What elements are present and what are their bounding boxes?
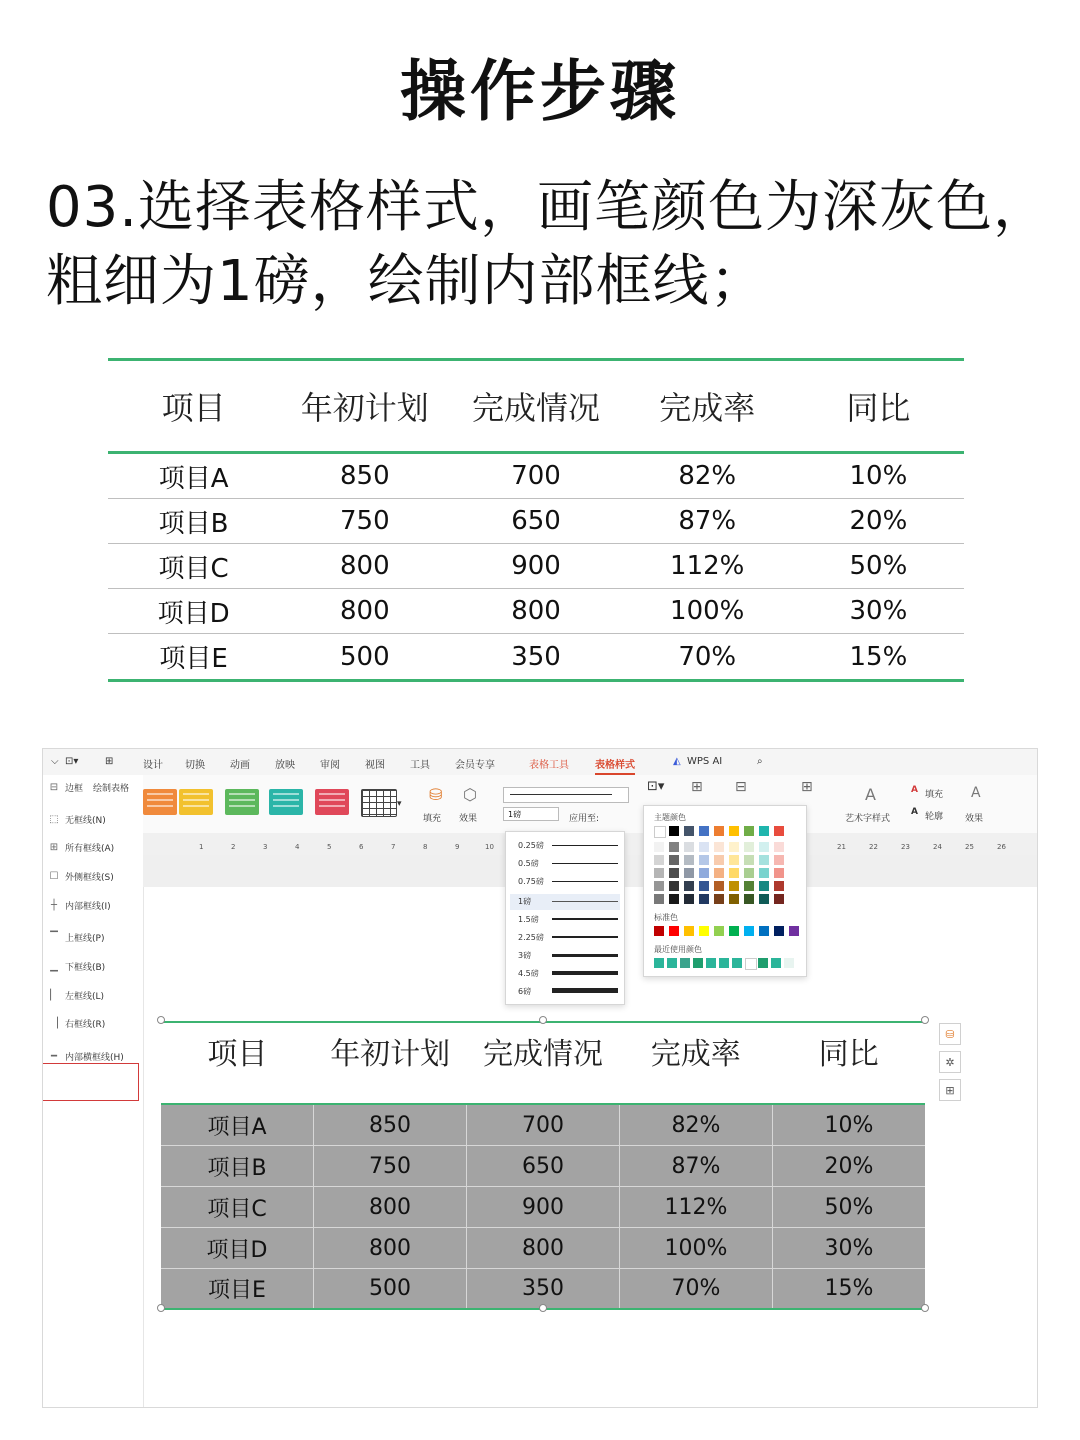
table-cell[interactable]: 800 [467,1228,620,1268]
left-border-icon: ▏ [50,990,58,1001]
table-cell: 100% [670,596,745,626]
recent-color-swatch[interactable] [719,958,729,968]
recent-color-swatch[interactable] [693,958,703,968]
table-style-teal[interactable] [269,789,303,815]
theme-color-swatch[interactable] [654,826,666,838]
standard-color-swatch[interactable] [729,926,739,936]
menu-right-border[interactable] [49,1017,105,1030]
table-cell: 项目C [158,553,229,584]
table-cell: 项目D [157,598,230,629]
weight-option-label[interactable]: 2.25磅 [518,933,544,942]
theme-tint-swatch[interactable] [669,855,679,865]
table-cell[interactable]: 112% [620,1187,773,1227]
theme-tint-swatch[interactable] [684,894,694,904]
weight-option-label[interactable]: 0.5磅 [518,859,539,868]
recent-color-swatch[interactable] [771,958,781,968]
resize-handle[interactable] [157,1016,165,1024]
theme-tint-swatch[interactable] [729,894,739,904]
color-palette-dropdown [643,805,807,977]
table-cell[interactable]: 500 [314,1269,467,1308]
ruler-tick: 8 [423,843,428,851]
menu-animation[interactable]: 动画 [230,760,250,771]
menu-left-border[interactable] [49,989,104,1002]
standard-color-swatch[interactable] [669,926,679,936]
table-cell[interactable]: 850 [314,1105,467,1145]
weight-line-sample [552,863,618,864]
menu-tools[interactable]: 工具 [410,760,430,771]
art-text-label[interactable]: 艺术字样式 [845,814,891,824]
step-instruction-line1: 03.选择表格样式，画笔颜色为深灰色， [46,175,1051,240]
table-props-icon[interactable]: ⊞ [801,779,813,795]
menu-item-label: 外侧框线(S) [65,873,114,883]
table-row [161,1187,925,1228]
theme-tint-swatch[interactable] [774,894,784,904]
menu-top-border[interactable] [49,931,104,944]
table-cell: 350 [511,641,561,672]
header-cell: 年初计划 [300,389,429,427]
table-cell: 850 [339,461,390,491]
document-table[interactable] [161,1021,925,1309]
outside-borders-icon: ☐ [49,871,59,882]
table-cell: 项目E [159,644,228,674]
theme-color-swatch[interactable] [669,826,679,836]
doc-table-header-row [161,1021,925,1103]
table-cell[interactable]: 750 [314,1146,467,1186]
resize-handle[interactable] [539,1304,547,1312]
table-style-green[interactable] [225,789,259,815]
table-cell: 87% [678,506,737,536]
theme-tint-swatch[interactable] [714,868,724,878]
table-cell: 项目A [158,463,229,494]
search-icon[interactable]: ⌕ [757,756,763,767]
menu-item-label: 内部框线(I) [65,902,111,912]
theme-color-swatch[interactable] [699,826,709,836]
tab-table-style[interactable]: 表格样式 [595,756,635,775]
weight-line-sample [552,971,618,975]
theme-tint-swatch[interactable] [684,881,694,891]
effect-cube-icon[interactable]: ⬡ [463,785,477,804]
table-row [108,454,964,499]
art-text-icon[interactable]: A [865,785,876,804]
ruler-tick: 22 [869,843,878,851]
line-weight-dropdown [505,831,625,1005]
wand-icon[interactable]: ✲ [939,1051,961,1073]
menu-review[interactable]: 审阅 [320,760,340,771]
theme-tint-swatch[interactable] [729,842,739,852]
highlight-frame [42,1063,139,1101]
table-cell[interactable]: 30% [824,1235,874,1261]
ruler-tick: 9 [455,843,460,851]
recent-color-swatch[interactable] [654,958,664,968]
table-cell: 500 [339,641,390,672]
page-title: 操作步骤 [400,53,680,130]
menu-all-borders[interactable] [49,841,114,854]
recent-color-swatch[interactable] [784,958,794,968]
theme-tint-swatch[interactable] [744,842,754,852]
dropdown-chevron-icon[interactable]: ⌵ [51,756,59,767]
recent-color-swatch[interactable] [745,958,757,970]
theme-tint-swatch[interactable] [669,881,679,891]
theme-tint-swatch[interactable] [714,842,724,852]
table-cell[interactable]: 87% [620,1146,773,1186]
ruler-tick: 4 [295,843,300,851]
standard-color-swatch[interactable] [744,926,754,936]
theme-tint-swatch[interactable] [669,868,679,878]
table-cell: 82% [678,461,737,491]
standard-color-swatch[interactable] [654,926,664,936]
table-cell: 800 [511,596,561,626]
standard-color-swatch[interactable] [789,926,799,936]
table-style-orange[interactable] [143,789,177,815]
table-cell: 30% [849,596,908,626]
weight-option-label[interactable]: 0.75磅 [518,877,544,886]
menu-item-label: 所有框线(A) [65,844,115,854]
menu-item-label: 左框线(L) [65,992,105,1002]
right-border-icon: ▕ [50,1018,58,1029]
table-cell[interactable]: 800 [314,1228,467,1268]
weight-option-label[interactable]: 1.5磅 [518,915,539,924]
menu-item-label: 无框线(N) [65,816,106,826]
outline-icon[interactable]: A [911,807,918,817]
theme-tint-swatch[interactable] [774,842,784,852]
fill-style-icon[interactable]: ⛁ [939,1023,961,1045]
resize-handle[interactable] [921,1016,929,1024]
ruler-tick: 25 [965,843,974,851]
menu-slideshow[interactable]: 放映 [275,760,295,771]
menu-item-label: 下框线(B) [65,963,106,973]
weight-option-label[interactable]: 6磅 [518,987,532,996]
menu-item-label: 右框线(R) [65,1020,106,1030]
table-bottom-rule [108,679,964,682]
table-row [161,1228,925,1269]
header-cell[interactable]: 完成率 [650,1037,741,1072]
theme-tint-swatch[interactable] [669,894,679,904]
header-cell: 完成率 [659,389,756,427]
menu-inside-horizontal[interactable] [49,1050,124,1063]
ruler-tick: 23 [901,843,910,851]
menu-no-border[interactable] [49,813,106,826]
ribbon-toolbar [143,775,1038,834]
theme-color-swatch[interactable] [684,826,694,836]
border-dropdown-menu [43,775,144,1408]
theme-tint-swatch[interactable] [759,881,769,891]
table-cell[interactable]: 50% [824,1194,874,1220]
theme-tint-swatch[interactable] [714,855,724,865]
weight-line-sample [552,936,618,938]
bottom-border-icon: ▁ [50,961,58,972]
table-cell[interactable]: 项目E [161,1269,314,1308]
theme-color-swatch[interactable] [759,826,769,836]
resize-handle[interactable] [539,1016,547,1024]
standard-color-swatch[interactable] [774,926,784,936]
table-cell: 20% [849,506,908,536]
border-icon: ⊟ [49,782,59,793]
table-cell: 900 [511,551,561,581]
ruler-tick: 10 [485,843,494,851]
draw-table-icon[interactable]: ⊞ [105,756,114,767]
ruler-tick: 24 [933,843,942,851]
border-button[interactable] [49,781,83,794]
standard-color-swatch[interactable] [759,926,769,936]
theme-color-swatch[interactable] [774,826,784,836]
table-cell[interactable]: 700 [467,1105,620,1145]
table-cell[interactable]: 350 [467,1269,620,1308]
ruler-tick: 21 [837,843,846,851]
theme-tint-swatch[interactable] [654,894,664,904]
header-cell: 同比 [846,389,911,427]
theme-tint-swatch[interactable] [669,842,679,852]
draw-table-label: 绘制表格 [93,784,130,794]
standard-color-swatch[interactable] [714,926,724,936]
example-table [108,358,964,682]
table-cell: 项目B [158,508,229,539]
table-cell[interactable]: 项目A [161,1105,314,1145]
theme-tint-swatch[interactable] [714,894,724,904]
effect-label[interactable]: 效果 [459,814,478,824]
table-cell: 10% [849,461,908,491]
theme-colors-label: 主题颜色 [654,813,686,822]
weight-option-label[interactable]: 4.5磅 [518,969,539,978]
standard-colors-label: 标准色 [654,913,678,922]
recent-color-swatch[interactable] [680,958,690,968]
more-styles-icon[interactable]: ▾ [397,799,402,809]
step-instruction-line2: 粗细为1磅，绘制内部框线； [46,249,767,314]
table-cell: 112% [670,551,745,581]
recent-colors-label: 最近使用颜色 [654,945,702,954]
no-border-icon: ⬚ [49,814,59,825]
table-cell[interactable]: 10% [824,1112,874,1138]
menu-inside-borders[interactable] [49,899,111,912]
weight-line-sample [552,901,618,902]
weight-line-sample [552,881,618,882]
table-cell[interactable]: 20% [824,1153,874,1179]
table-row [108,634,964,679]
weight-line-sample [552,954,618,957]
weight-line-sample [552,845,618,846]
weight-option-label[interactable]: 0.25磅 [518,841,544,850]
theme-tint-swatch[interactable] [774,868,784,878]
draw-table-ribbon-icon[interactable]: ⊞ [691,779,703,795]
menu-item-label: 上框线(P) [65,934,105,944]
resize-handle[interactable] [157,1304,165,1312]
header-cell[interactable]: 项目 [207,1037,268,1072]
header-cell[interactable]: 同比 [818,1037,879,1072]
theme-tint-swatch[interactable] [759,855,769,865]
table-cell[interactable]: 800 [314,1187,467,1227]
table-cell[interactable]: 900 [467,1187,620,1227]
theme-tint-swatch[interactable] [774,855,784,865]
table-row [161,1146,925,1187]
doc-table-body [161,1103,925,1310]
table-cell[interactable]: 70% [620,1269,773,1308]
text-effect-label[interactable]: 效果 [965,814,984,824]
outline-label[interactable]: 轮廓 [925,812,944,822]
recent-color-swatch[interactable] [667,958,677,968]
fill-label[interactable]: 填充 [423,814,442,824]
table-cell: 700 [511,461,561,491]
table-style-grid[interactable] [361,789,397,817]
menu-item-label: 内部横框线(H) [65,1053,124,1063]
standard-color-swatch[interactable] [699,926,709,936]
draw-table-button[interactable] [93,781,129,794]
wps-screenshot [42,748,1038,1408]
menu-wps-ai[interactable]: WPS AI [687,756,723,767]
inside-horizontal-icon: ━ [50,1051,58,1062]
inside-borders-icon: ┼ [50,900,58,911]
weight-option-label[interactable]: 3磅 [518,951,532,960]
theme-tint-swatch[interactable] [744,881,754,891]
theme-tint-swatch[interactable] [729,881,739,891]
top-border-icon: ▔ [50,932,58,943]
table-cell: 70% [678,641,737,672]
theme-tint-swatch[interactable] [744,868,754,878]
table-cell[interactable]: 100% [620,1228,773,1268]
ruler-tick: 2 [231,843,236,851]
theme-tint-swatch[interactable] [699,868,709,878]
eraser-table-icon[interactable]: ⊟ [735,779,747,795]
text-effect-icon[interactable]: A [971,785,981,801]
theme-tint-swatch[interactable] [699,842,709,852]
theme-tint-swatch[interactable] [729,855,739,865]
theme-tint-swatch[interactable] [774,881,784,891]
theme-tint-swatch[interactable] [699,894,709,904]
table-row [161,1105,925,1146]
table-row [108,589,964,634]
table-cell: 800 [339,551,390,581]
table-cell: 50% [849,551,908,581]
line-style-select[interactable] [503,787,629,803]
border-label: 边框 [65,784,84,794]
ruler-tick: 1 [199,843,204,851]
theme-tint-swatch[interactable] [684,868,694,878]
table-cell[interactable]: 项目D [161,1228,314,1268]
line-weight-select[interactable]: 1磅 [503,807,559,821]
table-header-row [108,361,964,451]
menu-design[interactable]: 设计 [143,760,163,771]
theme-tint-swatch[interactable] [744,894,754,904]
theme-color-swatch[interactable] [744,826,754,836]
table-cell[interactable]: 项目C [161,1187,314,1227]
theme-color-swatch[interactable] [729,826,739,836]
weight-line-sample [552,988,618,993]
theme-tint-swatch[interactable] [759,868,769,878]
table-cell[interactable]: 15% [824,1276,874,1301]
text-fill-label[interactable]: 填充 [925,790,944,800]
theme-tint-swatch[interactable] [684,855,694,865]
theme-tint-swatch[interactable] [759,842,769,852]
table-style-red[interactable] [315,789,349,815]
table-cell: 650 [511,506,561,536]
table-cell: 750 [339,506,390,536]
header-cell[interactable]: 完成情况 [482,1037,603,1072]
resize-handle[interactable] [921,1304,929,1312]
menu-view[interactable]: 视图 [365,760,385,771]
recent-color-swatch[interactable] [758,958,768,968]
theme-tint-swatch[interactable] [654,868,664,878]
fill-bucket-icon[interactable]: ⛁ [429,785,443,804]
recent-color-swatch[interactable] [732,958,742,968]
recent-color-swatch[interactable] [706,958,716,968]
ruler-tick: 3 [263,843,268,851]
border-tool-icon[interactable]: ⊡▾ [65,756,79,767]
table-cell[interactable]: 项目B [161,1146,314,1186]
ruler-tick: 26 [997,843,1006,851]
ruler-tick: 7 [391,843,396,851]
table-row [108,544,964,589]
theme-tint-swatch[interactable] [654,855,664,865]
header-cell: 完成情况 [472,389,601,427]
menu-member[interactable]: 会员专享 [455,760,495,771]
theme-tint-swatch[interactable] [699,881,709,891]
pen-border-icon[interactable]: ⊡▾ [647,779,665,794]
weight-option-selected[interactable]: 1磅 [518,897,532,906]
apply-to-label: 应用至: [569,814,600,824]
table-cell[interactable]: 82% [620,1105,773,1145]
header-cell[interactable]: 年初计划 [330,1037,451,1072]
all-borders-icon: ⊞ [49,842,59,853]
theme-tint-swatch[interactable] [699,855,709,865]
table-cell[interactable]: 650 [467,1146,620,1186]
theme-tint-swatch[interactable] [729,868,739,878]
ruler-tick: 5 [327,843,332,851]
standard-color-swatch[interactable] [684,926,694,936]
menu-bottom-border[interactable] [49,960,105,973]
menu-transition[interactable]: 切换 [185,760,205,771]
text-fill-icon[interactable]: A [911,785,918,795]
menu-bar [43,749,1038,776]
weight-line-sample [552,918,618,920]
theme-tint-swatch[interactable] [684,842,694,852]
theme-tint-swatch[interactable] [654,881,664,891]
table-cell: 15% [849,641,908,672]
theme-tint-swatch[interactable] [714,881,724,891]
theme-tint-swatch[interactable] [744,855,754,865]
wps-ai-icon[interactable]: ◭ [673,756,681,767]
theme-tint-swatch[interactable] [654,842,664,852]
table-row [108,499,964,544]
table-style-yellow[interactable] [179,789,213,815]
menu-outside-borders[interactable] [49,870,114,883]
theme-tint-swatch[interactable] [759,894,769,904]
menu-table-tools[interactable]: 表格工具 [529,760,569,771]
table-cell: 800 [339,596,390,626]
header-cell: 项目 [161,389,226,427]
ruler-tick: 6 [359,843,364,851]
theme-color-swatch[interactable] [714,826,724,836]
table-layout-icon[interactable]: ⊞ [939,1079,961,1101]
